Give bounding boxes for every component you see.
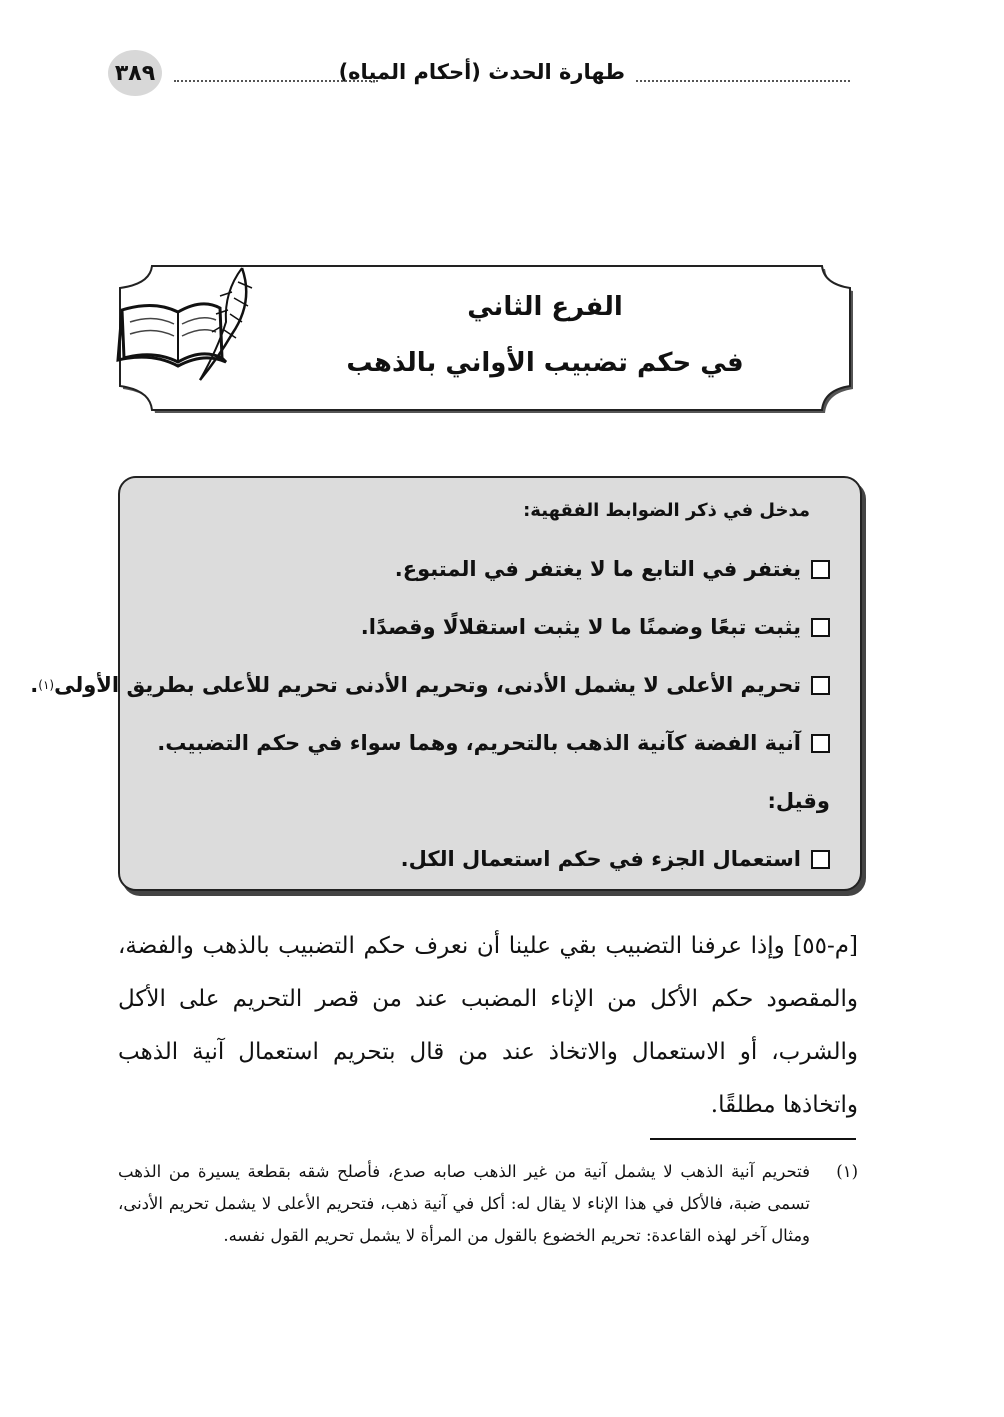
- rule-end-period: .: [30, 673, 39, 697]
- footnote-text: فتحريم آنية الذهب لا يشمل آنية من غير الذهب صابه صدع، فأصلح شقه بقطعة يسيرة من الذهب تسمى ضبة، فالأكل في هذا الإناء لا يقال له: أكل في آنية ذهب، فتحريم الأعلى لا يشمل تحريم الأدنى، ومثال آخر لهذه القاعدة: تحريم الخضوع بالقول من المرأة لا يشمل تحريم القول نفسه.: [118, 1162, 810, 1245]
- chapter-banner: [114, 262, 856, 414]
- page-number: ٣٨٩: [108, 50, 162, 96]
- running-title: طهارة الحدث (أحكام المياه): [338, 60, 625, 84]
- running-header: [108, 50, 850, 100]
- rule-item: [30, 656, 830, 714]
- rule-text: استعمال الجزء في حكم استعمال الكل.: [400, 847, 801, 871]
- rule-item: [150, 540, 830, 598]
- rule-item: [150, 598, 830, 656]
- footnote: [118, 1156, 858, 1252]
- chapter-subtitle: في حكم تضبيب الأواني بالذهب: [346, 348, 744, 378]
- chapter-title: الفرع الثاني: [467, 292, 623, 322]
- rule-text: يثبت تبعًا وضمنًا ما لا يثبت استقلالًا وقصدًا.: [360, 615, 801, 639]
- body-paragraph: [م-٥٥] وإذا عرفنا التضبيب بقي علينا أن نعرف حكم التضبيب بالذهب والفضة، والمقصود حكم الأكل من الإناء المضبب عند من قصر التحريم على الأكل والشرب، أو الاستعمال والاتخاذ عند من قال بتحريم استعمال آنية الذهب واتخاذها مطلقًا.: [118, 933, 858, 1118]
- book-quill-icon: [114, 262, 254, 390]
- rule-text: يغتفر في التابع ما لا يغتفر في المتبوع.: [394, 557, 801, 581]
- rule-text: تحريم الأعلى لا يشمل الأدنى، وتحريم الأدنى تحريم للأعلى بطريق الأولى: [54, 673, 801, 697]
- header-dots-left: [174, 80, 378, 82]
- rule-item: [150, 714, 830, 772]
- said-label: وقيل:: [767, 789, 830, 813]
- checkbox-icon: [811, 618, 830, 637]
- checkbox-icon: [811, 734, 830, 753]
- rule-text: آنية الفضة كآنية الذهب بالتحريم، وهما سواء في حكم التضبيب.: [157, 731, 801, 755]
- checkbox-icon: [811, 676, 830, 695]
- footnote-number: (١): [836, 1162, 858, 1181]
- checkbox-icon: [811, 560, 830, 579]
- footnote-separator: [650, 1138, 856, 1140]
- jurisprudence-rules-box: [30, 476, 862, 891]
- rules-heading: مدخل في ذكر الضوابط الفقهية:: [523, 500, 810, 521]
- rule-item: [150, 830, 830, 888]
- footnote-ref[interactable]: (١): [38, 678, 55, 692]
- checkbox-icon: [811, 850, 830, 869]
- header-dots-right: [636, 80, 850, 82]
